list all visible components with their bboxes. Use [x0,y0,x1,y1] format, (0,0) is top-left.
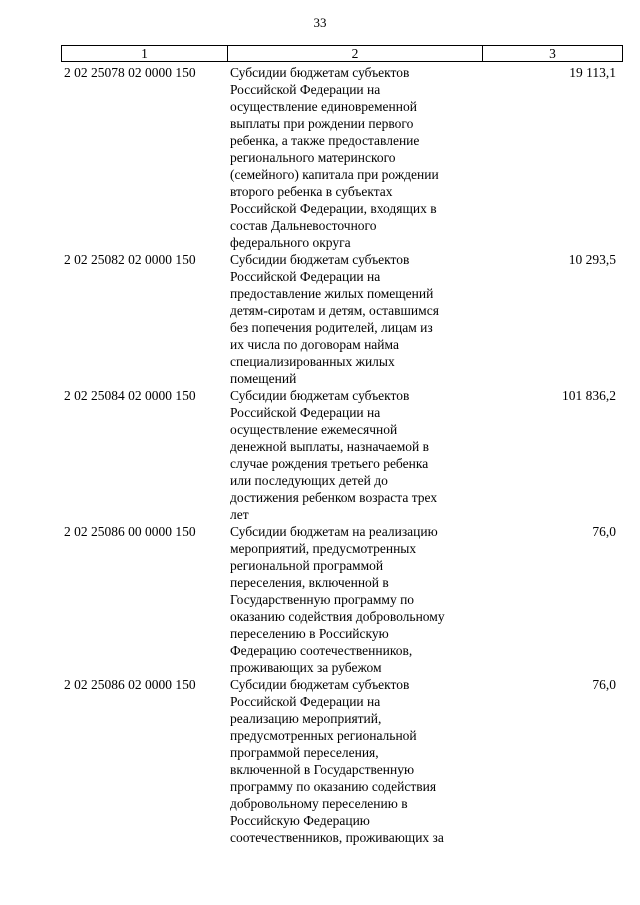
table-row [64,523,616,676]
budget-code: 2 02 25078 02 0000 150 [64,65,196,80]
description-line: Государственную программу по [230,592,415,607]
table-body [64,64,616,846]
row-description [230,676,480,846]
description-line: региональной программой [230,558,384,573]
description-line: регионального материнского [230,150,396,165]
page-number: 33 [313,15,327,30]
description-line: денежной выплаты, назначаемой в [230,439,430,454]
description-line: федерального округа [230,235,351,250]
description-line: осуществление ежемесячной [230,422,398,437]
description-line: соотечественников, проживающих за [230,830,444,845]
table-row [64,387,616,523]
description-line: программой переселения, [230,745,379,760]
description-line: состав Дальневосточного [230,218,377,233]
description-line: Субсидии бюджетам субъектов [230,677,410,692]
budget-code: 2 02 25084 02 0000 150 [64,388,196,403]
budget-code: 2 02 25086 02 0000 150 [64,677,196,692]
description-line: Российской Федерации на [230,82,381,97]
description-line: помещений [230,371,297,386]
description-line: ребенка, а также предоставление [230,133,420,148]
description-line: переселения, включенной в [230,575,389,590]
header-col-3: 3 [549,46,556,61]
description-line: Российскую Федерацию [230,813,370,828]
row-description [230,523,480,676]
row-amount: 76,0 [592,677,616,692]
description-line: без попечения родителей, лицам из [230,320,433,335]
description-line: выплаты при рождении первого [230,116,414,131]
description-line: добровольному переселению в [230,796,408,811]
row-amount: 101 836,2 [562,388,616,403]
description-line: предусмотренных региональной [230,728,417,743]
row-amount: 10 293,5 [568,252,616,267]
description-line: Субсидии бюджетам субъектов [230,65,410,80]
budget-code: 2 02 25086 00 0000 150 [64,524,196,539]
description-line: включенной в Государственную [230,762,415,777]
description-line: Субсидии бюджетам субъектов [230,388,410,403]
description-line: Российской Федерации, входящих в [230,201,437,216]
description-line: проживающих за рубежом [230,660,382,675]
description-line: Субсидии бюджетам субъектов [230,252,410,267]
row-description [230,251,480,387]
description-line: их числа по договорам найма [230,337,399,352]
description-line: мероприятий, предусмотренных [230,541,417,556]
table-header [61,45,623,62]
description-line: (семейного) капитала при рождении [230,167,439,182]
description-line: осуществление единовременной [230,99,417,114]
description-line: Российской Федерации на [230,269,381,284]
row-description [230,387,480,523]
header-col-1: 1 [62,46,228,61]
description-line: переселению в Российскую [230,626,389,641]
table-row [64,251,616,387]
description-line: достижения ребенком возраста трех [230,490,438,505]
description-line: случае рождения третьего ребенка [230,456,429,471]
description-line: детям-сиротам и детям, оставшимся [230,303,439,318]
table-row [64,64,616,251]
row-description [230,64,480,251]
description-line: Федерацию соотечественников, [230,643,413,658]
description-line: специализированных жилых [230,354,395,369]
description-line: предоставление жилых помещений [230,286,434,301]
description-line: лет [230,507,249,522]
description-line: Российской Федерации на [230,405,381,420]
description-line: Субсидии бюджетам на реализацию [230,524,438,539]
description-line: реализацию мероприятий, [230,711,382,726]
description-line: второго ребенка в субъектах [230,184,393,199]
row-amount: 19 113,1 [569,65,616,80]
table-row [64,676,616,846]
description-line: оказанию содействия добровольному [230,609,445,624]
row-amount: 76,0 [592,524,616,539]
description-line: программу по оказанию содействия [230,779,437,794]
description-line: или последующих детей до [230,473,388,488]
description-line: Российской Федерации на [230,694,381,709]
header-col-2: 2 [228,46,483,61]
budget-code: 2 02 25082 02 0000 150 [64,252,196,267]
